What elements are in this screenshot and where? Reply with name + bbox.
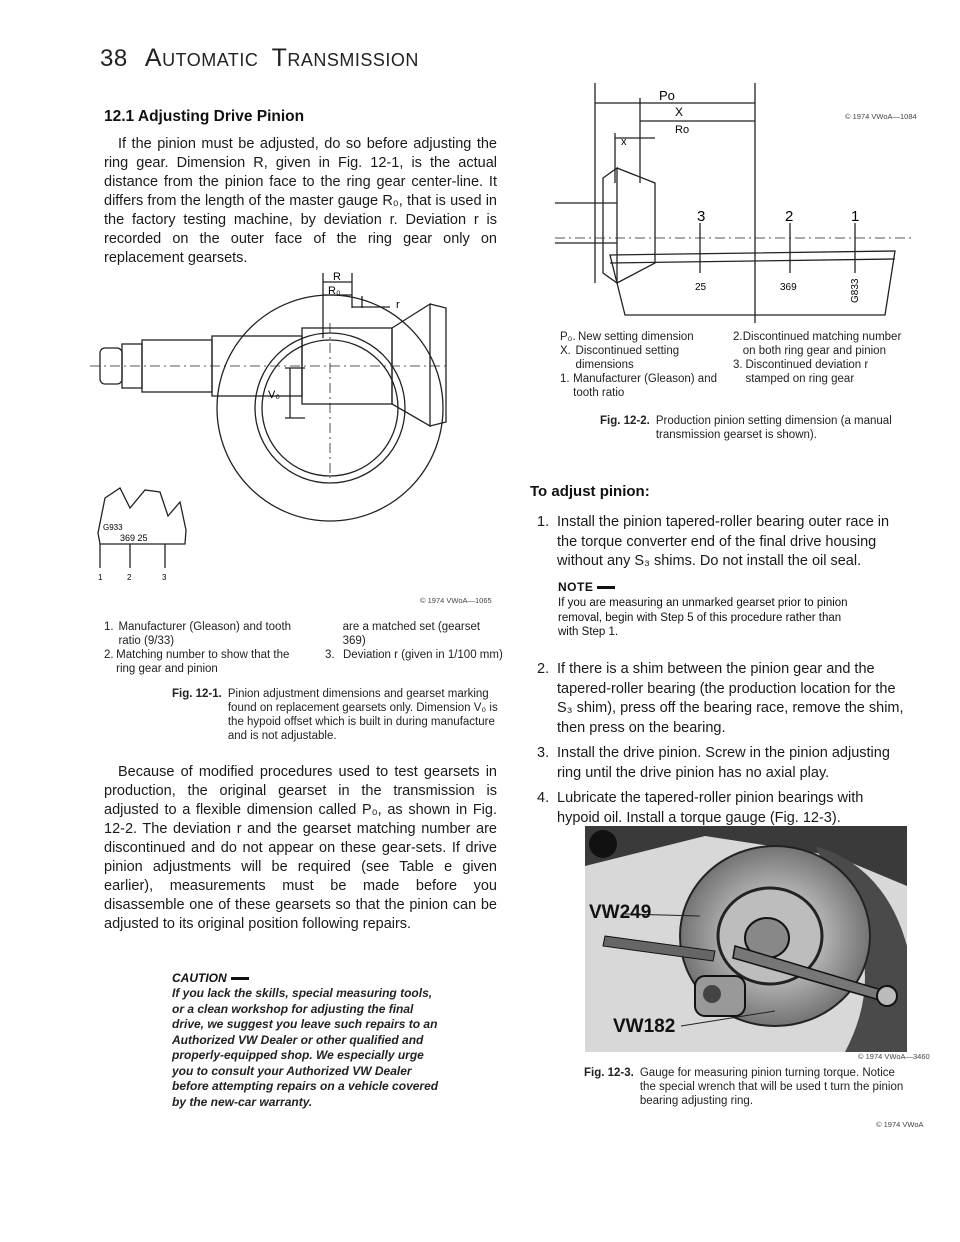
label-1: 1 xyxy=(851,208,860,225)
step-2: 2. If there is a shim between the pinion gear and the tapered-roller bearing (the production location for the S₃ shim), press off the bearing race, remove the shim, then press on the bearing. xyxy=(537,661,904,736)
label-R: R xyxy=(333,271,341,283)
label-vw249: VW249 xyxy=(589,902,652,923)
note-text: If you are measuring an unmarked gearset prior to pinion removal, begin with Step 5 of this procedure rather than with Step 1. xyxy=(558,597,848,638)
page-number: 38 xyxy=(100,45,128,72)
legend-item: 3. Deviation r (given in 1/100 mm) xyxy=(325,649,503,661)
caution-text: If you lack the skills, special measuring tools, or a clean workshop for adjusting the final drive, we suggest you leave such repairs to an Authorized VW Dealer or other qualified and properly-equipped shop. We especially urge you to consult your Authorized VW Dealer before attempting repairs on a vehicle covered by the new-car warranty. xyxy=(172,986,439,1109)
fig-12-1-legend-right xyxy=(325,620,503,662)
legend-item: 3. Discontinued deviation r stamped on ring gear xyxy=(733,359,869,385)
fig-12-1-illustration xyxy=(90,268,510,598)
label-Po: Po xyxy=(659,88,675,103)
step-1: 1. Install the pinion tapered-roller bearing outer race in the torque converter end of the final drive housing without any S₃ shims. Do not install the oil seal. xyxy=(537,514,890,569)
label-gleason: G933 xyxy=(103,523,123,532)
label-Ro: R₀ xyxy=(328,285,341,297)
fig-12-1-caption: Fig. 12-1. Pinion adjustment dimensions and gearset marking found on replacement gearsets only. Dimension V₀ is the hypoid offset which is built in during manufacture and is not adjustable. xyxy=(172,688,498,742)
callout-2: 2 xyxy=(127,573,132,582)
fig-12-3-photo xyxy=(585,826,907,1052)
fig-12-2-credit: © 1974 VWoA—1084 xyxy=(845,112,917,121)
fig-12-2-legend-left xyxy=(560,330,718,400)
fig-12-2-legend-right xyxy=(733,330,908,386)
legend-item: X. Discontinued setting dimensions xyxy=(560,345,680,371)
label-x: x xyxy=(621,136,627,148)
procedure-title: To adjust pinion: xyxy=(530,483,650,500)
label-25: 25 xyxy=(695,282,707,293)
fig-12-3-caption: Fig. 12-3. Gauge for measuring pinion turning torque. Notice the special wrench that will be used t turn the pinion bearing adjusting ring. xyxy=(584,1067,904,1107)
page-header: 38 AUTOMATIC TRANSMISSION xyxy=(100,44,419,72)
label-gearset-marking: 369 25 xyxy=(120,533,148,543)
legend-item: 1. Manufacturer (Gleason) and tooth ratio (9/33) xyxy=(104,621,292,647)
label-3: 3 xyxy=(697,208,706,225)
legend-item: are a matched set (gearset 369) xyxy=(342,621,481,647)
label-Vo: V₀ xyxy=(268,389,280,401)
footer-credit: © 1974 VWoA xyxy=(876,1120,924,1129)
label-r: r xyxy=(396,299,400,311)
note-title: NOTE xyxy=(558,580,615,594)
callout-3: 3 xyxy=(162,573,167,582)
legend-item: P₀. New setting dimension xyxy=(560,331,694,343)
fig-12-3-credit: © 1974 VWoA—3460 xyxy=(858,1052,930,1061)
fig-12-1-credit: © 1974 VWoA—1065 xyxy=(420,596,492,605)
label-X: X xyxy=(675,105,684,119)
label-2: 2 xyxy=(785,208,794,225)
legend-item: 1. Manufacturer (Gleason) and tooth ratio xyxy=(560,373,717,399)
label-Ro: Ro xyxy=(675,124,690,136)
section-title: 12.1 Adjusting Drive Pinion xyxy=(104,108,305,125)
label-369: 369 xyxy=(780,282,797,293)
label-vw182: VW182 xyxy=(613,1016,676,1037)
step-4: 4. Lubricate the tapered-roller pinion bearings with hypoid oil. Install a torque gauge (Fig. 12-3). xyxy=(537,790,864,826)
fig-12-1-legend-left xyxy=(104,620,304,676)
legend-item: 2. Discontinued matching number on both ring gear and pinion xyxy=(733,331,902,357)
caution-title: CAUTION xyxy=(172,971,249,985)
label-g833: G833 xyxy=(850,278,861,303)
step-3: 3. Install the drive pinion. Screw in the pinion adjusting ring until the drive pinion has no axial play. xyxy=(537,745,890,781)
intro-paragraph: If the pinion must be adjusted, do so before adjusting the ring gear. Dimension R, given in Fig. 12-1, is the actual distance from the pinion face to the ring gear center-line. It differs from the length of the master gauge R₀, that is used in the factory testing machine, by deviation r. Deviation r is recorded on the outer face of the ring gear only on replacement gearsets. xyxy=(104,136,497,266)
legend-item: 2. Matching number to show that the ring gear and pinion xyxy=(104,649,290,675)
paragraph-2: Because of modified procedures used to test gearsets in production, the original gearset in the transmission is adjusted to a flexible dimension called P₀, as shown in Fig. 12-2. The deviation r and the gearset matching number are discontinued and do not appear on these gear-sets. If drive pinion adjustments will be required (see Table e given earlier), measurements must be made before you disassemble one of these gearsets so that the pinion can be adjusted to its original position following repairs. xyxy=(104,764,497,932)
fig-12-2-caption: Fig. 12-2. Production pinion setting dimension (a manual transmission gearset is shown). xyxy=(600,415,892,441)
callout-1: 1 xyxy=(98,573,103,582)
